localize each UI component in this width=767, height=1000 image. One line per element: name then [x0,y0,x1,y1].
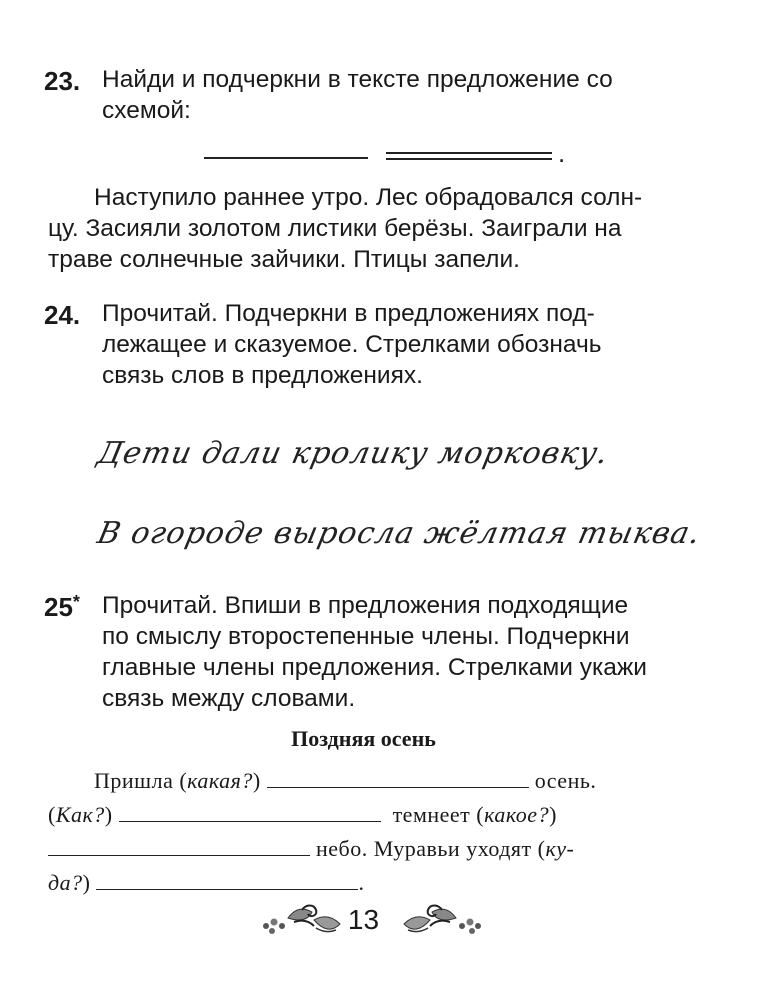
question-hint: какое? [484,802,550,827]
text-line: цу. Засияли золотом листики берёзы. Заиграли на [48,215,622,242]
text-line: траве солнечные зайчики. Птицы запели. [48,246,520,273]
task-24-instruction-line: связь слов в предложениях. [102,362,423,389]
task-24-instruction-line: Прочитай. Подчеркни в предложениях под- [102,300,595,327]
task-24-number: 24. [44,300,81,330]
fill-in-blank[interactable] [267,769,529,788]
handwritten-sentence-1: Дети дали кролику морковку. [94,436,612,471]
task-25-instruction-line: Прочитай. Впиши в предложения подходящие [102,592,629,619]
task-25-instruction-line: по смыслу второстепенные члены. Подчеркни [102,623,630,650]
story-text: ) [82,870,91,895]
task-25-instruction-line: связь между словами. [102,685,356,712]
question-hint: да? [48,870,83,895]
scheme-single-underline [204,157,368,159]
story-text: Пришла ( [94,768,188,793]
task-23-instruction-line: схемой: [102,97,191,124]
task-23-text [48,182,688,275]
story-line-1 [94,768,596,794]
task-23-instruction-line: Найди и подчеркни в тексте предложение со [102,66,613,93]
fill-in-blank[interactable] [48,837,310,856]
story-text: осень. [534,768,597,793]
story-text: темнеет ( [392,802,485,827]
handwritten-sentence-2: В огороде выросла жёлтая тыква. [94,516,705,551]
task-24-instruction-line: лежащее и сказуемое. Стрелками обозначь [102,331,602,358]
task-25-star: * [72,592,80,612]
story-line-2 [48,802,557,828]
page-number: 13 [347,904,380,935]
story-text: ) [104,802,113,827]
story-line-4 [48,870,364,896]
fill-in-blank[interactable] [96,871,358,890]
story-text: ) [549,802,557,827]
story-title: Поздняя осень [291,726,436,751]
story-line-3 [48,836,574,862]
scheme-double-underline [386,152,552,160]
task-25-number [44,592,80,623]
task-24-instruction [102,298,692,391]
story-text: ( [48,802,56,827]
story-text: небо. Муравьи уходят ( [316,836,546,861]
task-23-instruction [102,64,692,126]
task-25-number-value: 25 [44,592,73,622]
task-25-instruction-line: главные члены предложения. Стрелками укажи [102,654,647,681]
floral-ornament-right-icon [400,898,486,940]
task-23-number: 23. [44,66,81,96]
scheme-period: . [558,138,566,168]
question-hint: ку- [545,836,575,861]
story-text: ) [252,768,261,793]
text-line: Наступило раннее утро. Лес обрадовался солн- [94,184,643,211]
fill-in-blank[interactable] [119,803,381,822]
question-hint: Как? [55,802,105,827]
story-text: . [358,870,365,895]
task-25-instruction [102,590,692,714]
question-hint: какая? [187,768,253,793]
